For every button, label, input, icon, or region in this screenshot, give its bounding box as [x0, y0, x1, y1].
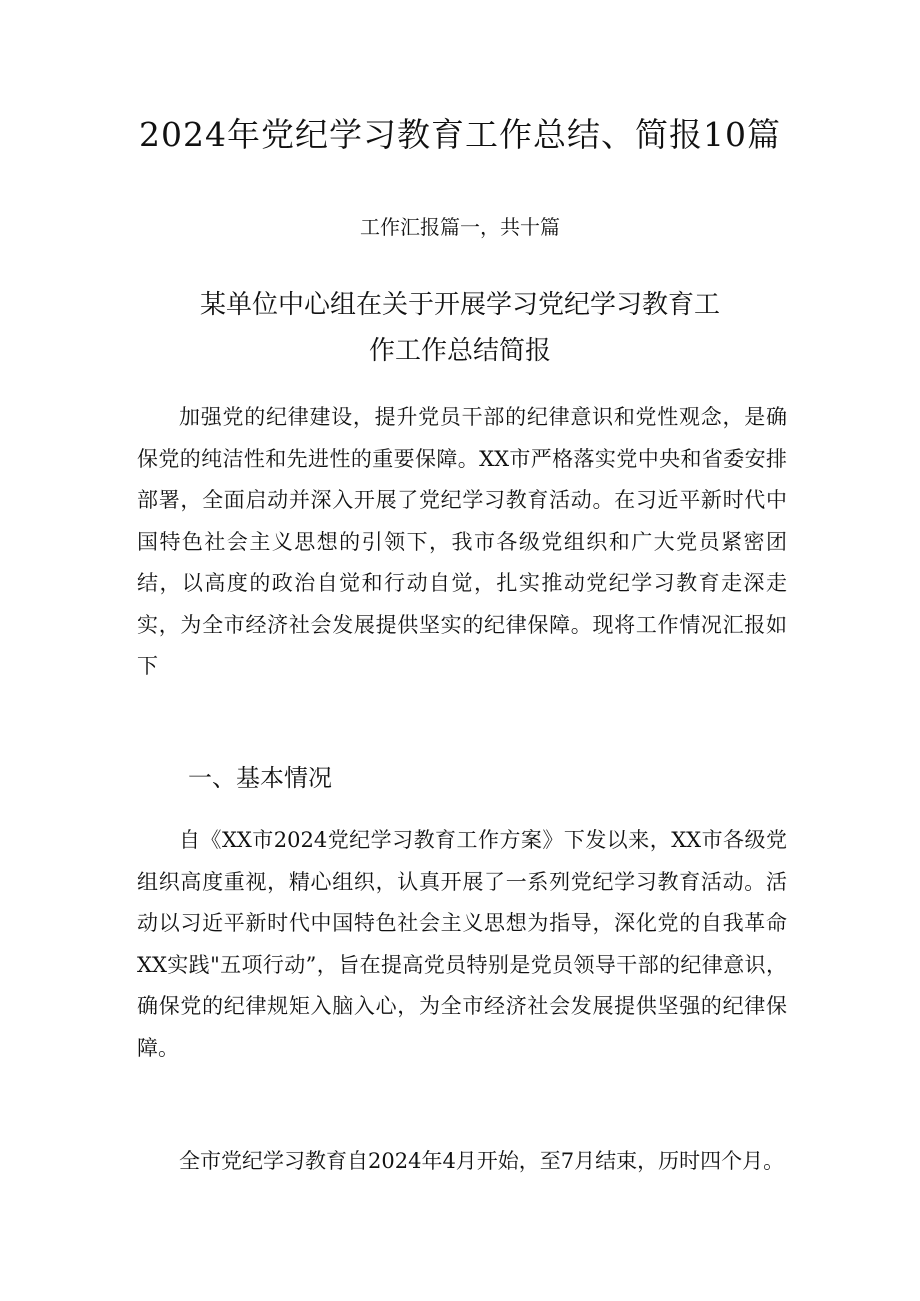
report-title	[190, 282, 730, 374]
timeline-paragraph: 全市党纪学习教育自2024年4月开始，至7月结束，历时四个月。	[179, 1149, 785, 1173]
section-heading-basic-situation: 一、基本情况	[188, 764, 332, 792]
document-main-title: 2024年党纪学习教育工作总结、简报10篇	[139, 115, 781, 154]
basic-situation-paragraph: 自《XX市2024党纪学习教育工作方案》下发以来，XX市各级党组织高度重视，精心组织，认真开展了一系列党纪学习教育活动。活动以习近平新时代中国特色社会主义思想为指导，深化党的自我革命XX实践"五项行动”，旨在提高党员特别是党员领导干部的纪律意识，确保党的纪律规矩入脑入心，为全市经济社会发展提供坚强的纪律保障。	[137, 828, 787, 1060]
document-subtitle: 工作汇报篇一，共十篇	[360, 215, 560, 239]
report-title-line-1: 某单位中心组在关于开展学习党纪学习教育工	[199, 290, 720, 320]
report-title-line-2: 作工作总结简报	[368, 336, 551, 366]
intro-paragraph: 加强党的纪律建设，提升党员干部的纪律意识和党性观念，是确保党的纯洁性和先进性的重要保障。XX市严格落实党中央和省委安排部署，全面启动并深入开展了党纪学习教育活动。在习近平新时代中国特色社会主义思想的引领下，我市各级党组织和广大党员紧密团结，以高度的政治自觉和行动自觉，扎实推动党纪学习教育走深走实，为全市经济社会发展提供坚实的纪律保障。现将工作情况汇报如下	[137, 405, 787, 678]
